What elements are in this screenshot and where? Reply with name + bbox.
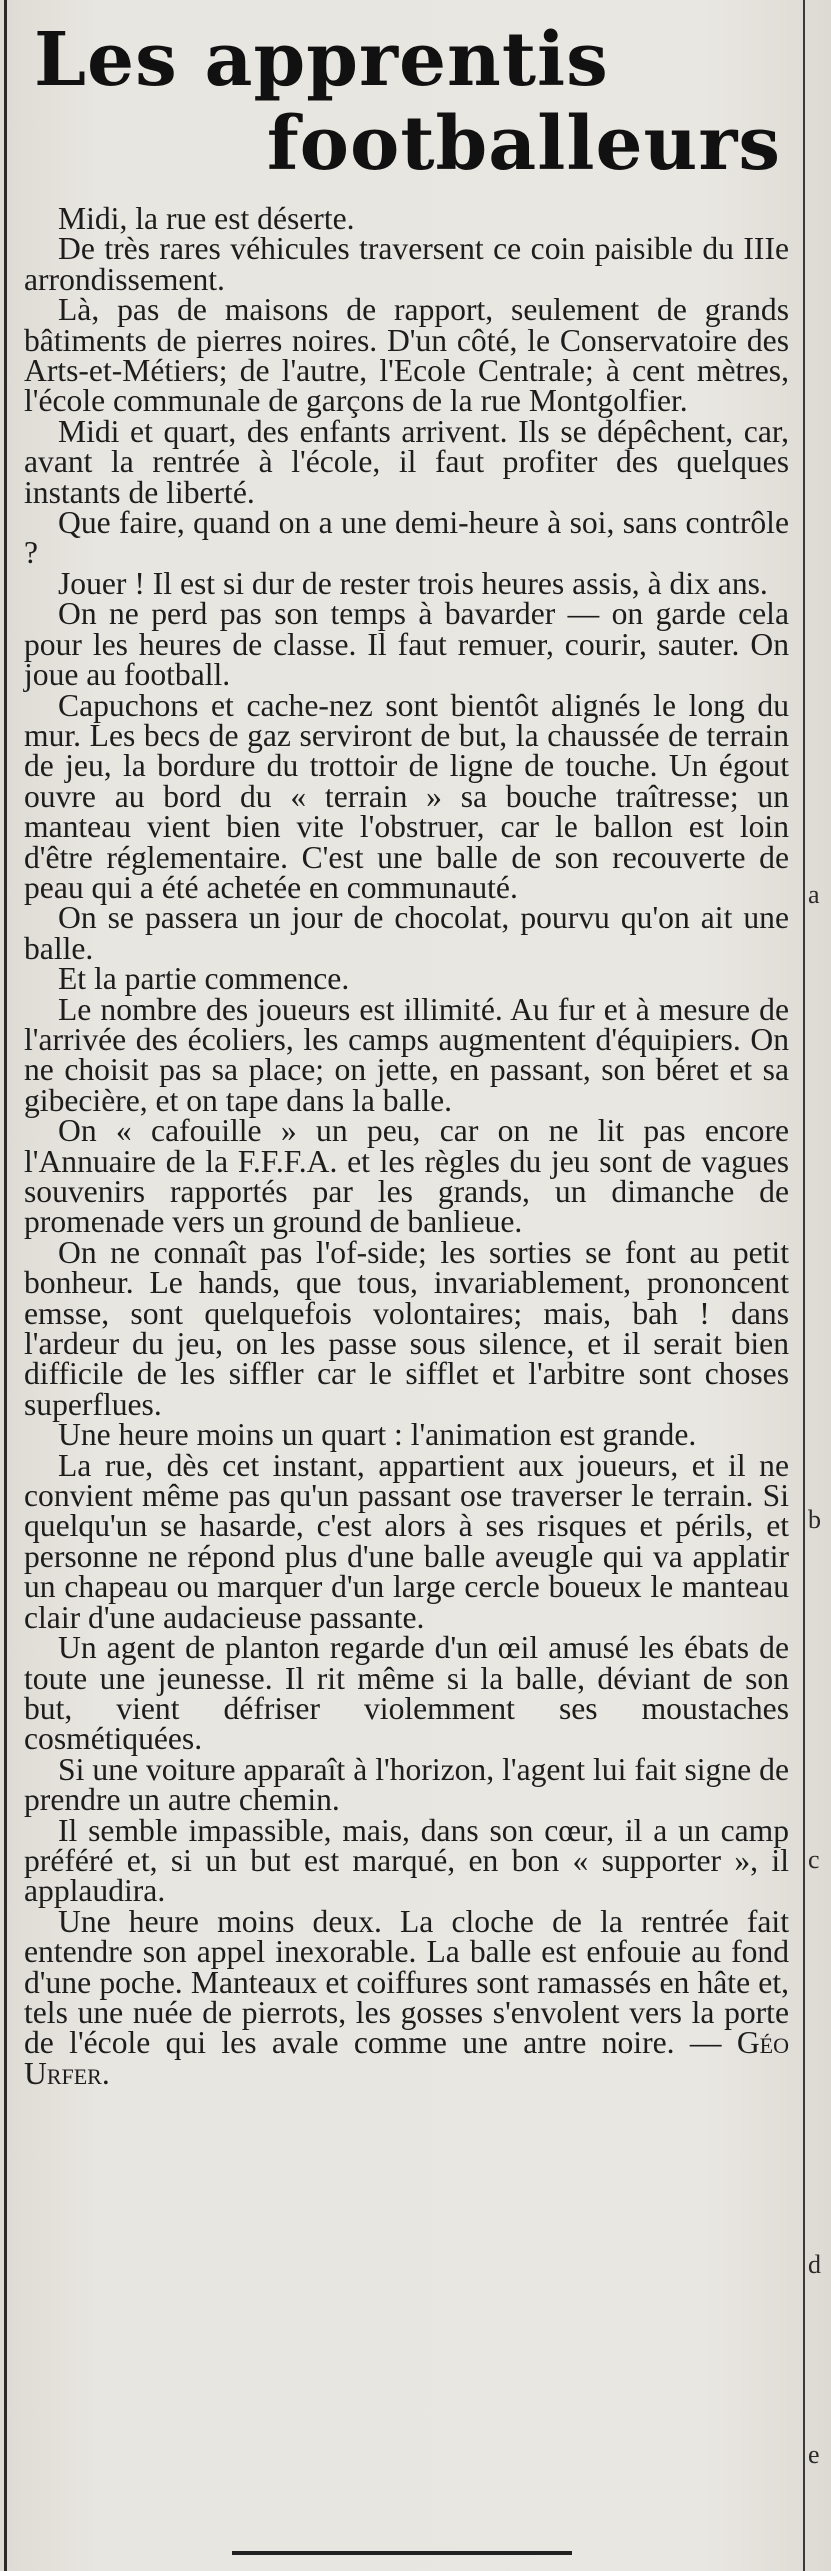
- neighbor-column-fragment: d: [808, 2250, 821, 2279]
- paragraph: Le nombre des joueurs est illimité. Au fur et à mesure de l'arrivée des écoliers, les camps augmentent d'équipiers. On ne choisit pas sa place; on jette, en passant, son béret et sa gibecière, et on tape dans la balle.: [24, 991, 789, 1118]
- left-column-rule: [4, 0, 7, 2571]
- paragraph: Que faire, quand on a une demi-heure à soi, sans contrôle ?: [24, 505, 789, 571]
- article-headline: [24, 18, 789, 186]
- right-column-rule: [803, 0, 805, 2571]
- neighbor-column-fragment: e: [808, 2440, 820, 2469]
- article-body: [24, 201, 790, 2091]
- article-column: [24, 18, 789, 2089]
- paragraph: Jouer ! Il est si dur de rester trois heures assis, à dix ans.: [58, 565, 768, 601]
- paragraph: Midi et quart, des enfants arrivent. Ils se dépêchent, car, avant la rentrée à l'école, il faut profiter des quelques instants de liberté.: [24, 413, 789, 510]
- paragraph: Midi, la rue est déserte.: [58, 201, 355, 236]
- paragraph: Et la partie commence.: [58, 961, 350, 997]
- paragraph: Là, pas de maisons de rapport, seulement de grands bâtiments de pierres noires. D'un côté, le Conservatoire des Arts-et-Métiers; de l'autre, l'Ecole Centrale; à cent mètres, l'école communale de garçons de la rue Montgolfier.: [24, 292, 789, 419]
- paragraph: [24, 1903, 790, 2091]
- paragraph: On « cafouille » un peu, car on ne lit pas encore l'Annuaire de la F.F.F.A. et les règles du jeu sont de vagues souvenirs rapportés par les grands, un dimanche de promenade vers un ground de banlieue.: [24, 1113, 789, 1240]
- paragraph: La rue, dès cet instant, appartient aux joueurs, et il ne convient même pas qu'un passant ose traverser le terrain. Si quelqu'un se hasarde, c'est alors à ses risques et périls, et personne ne répond plus d'une balle aveugle qui va applatir un chapeau ou marquer d'un large cercle boueux le manteau clair d'une audacieuse passante.: [24, 1447, 789, 1635]
- headline-line-1: Les apprentis: [34, 17, 609, 103]
- paragraph: On ne connaît pas l'of-side; les sorties se font au petit bonheur. Le hands, que tous, invariablement, prononcent emsse, sont quelquefois volontaires; mais, bah ! dans l'ardeur du jeu, on les passe sous silence, et il serait bien difficile de les siffler car le sifflet et l'arbitre sont choses superflues.: [24, 1234, 789, 1422]
- paragraph: On se passera un jour de chocolat, pourvu qu'on ait une balle.: [24, 900, 789, 966]
- paragraph: Capuchons et cache-nez sont bientôt alignés le long du mur. Les becs de gaz serviront de but, la chaussée de terrain de jeu, la bordure du trottoir de ligne de touche. Un égout ouvre au bord du « terrain » sa bouche traîtresse; un manteau vient bien vite l'obstruer, car le ballon est loin d'être réglementaire. C'est une balle de son recouverte de peau qui a été achetée en communauté.: [24, 687, 789, 905]
- paragraph: Il semble impassible, mais, dans son cœur, il a un camp préféré et, si un but est marqué, en bon « supporter », il applaudira.: [24, 1812, 789, 1909]
- headline-line-2: footballeurs: [266, 101, 781, 187]
- paragraph: De très rares véhicules traversent ce coin paisible du IIIe arrondissement.: [24, 231, 789, 297]
- article-end-rule: [232, 2551, 572, 2555]
- paragraph: Une heure moins un quart : l'animation est grande.: [58, 1417, 697, 1453]
- paragraph-text: Une heure moins deux. La cloche de la rentrée fait entendre son appel inexorable. La balle est enfouie au fond d'une poche. Manteaux et coiffures sont ramassés en hâte et, tels une nuée de pierrots, les gosses s'envolent vers la porte de l'école qui les avale comme une antre noire.: [24, 1903, 789, 2061]
- neighbor-column-fragment: b: [808, 1505, 821, 1534]
- paragraph: On ne perd pas son temps à bavarder — on garde cela pour les heures de classe. Il faut remuer, courir, sauter. On joue au football.: [24, 596, 789, 693]
- paragraph: Si une voiture apparaît à l'horizon, l'agent lui fait signe de prendre un autre chemin.: [24, 1751, 789, 1818]
- neighbor-column-fragment: a: [808, 880, 820, 909]
- author-signature: — Géo Urfer.: [24, 2025, 790, 2091]
- neighbor-column-fragment: c: [808, 1845, 820, 1874]
- paragraph: Un agent de planton regarde d'un œil amusé les ébats de toute une jeunesse. Il rit même si la balle, déviant de son but, vient défriser violemment ses moustaches cosmétiquées.: [24, 1630, 789, 1757]
